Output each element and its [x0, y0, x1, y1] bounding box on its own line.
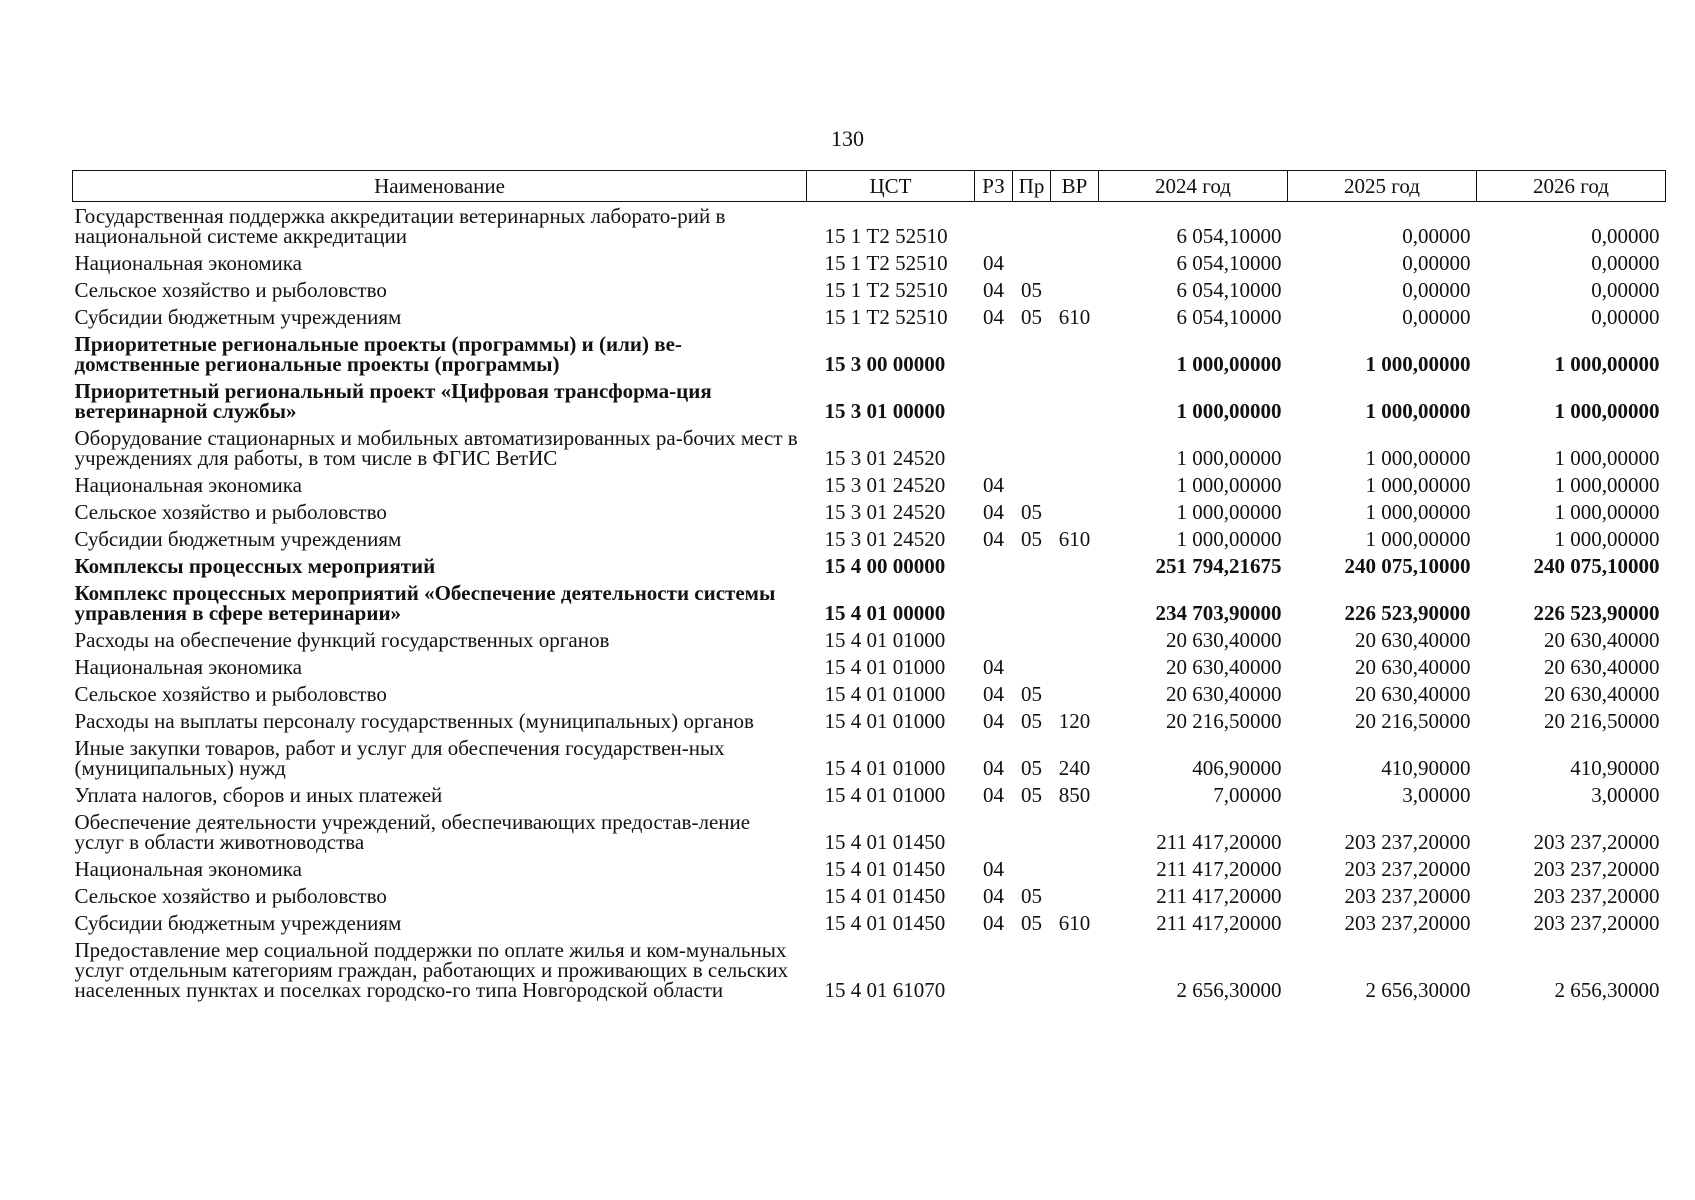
cell-rz: 04 — [983, 500, 1004, 524]
cell-pr: 05 — [1021, 305, 1042, 329]
cell-2025: 203 237,20000 — [1344, 830, 1471, 854]
cell-2026: 20 630,40000 — [1544, 628, 1660, 652]
cell-cst: 15 4 01 01450 — [824, 884, 946, 908]
cell-cst: 15 3 01 24520 — [824, 473, 946, 497]
cell-vr — [1051, 680, 1099, 707]
cell-2024: 406,90000 — [1192, 756, 1282, 780]
cell-cst: 15 4 01 01000 — [824, 628, 946, 652]
cell-2025: 2 656,30000 — [1365, 978, 1471, 1002]
cell-2026: 203 237,20000 — [1533, 911, 1660, 935]
header-vr: ВР — [1051, 171, 1099, 202]
table-row — [73, 707, 1666, 734]
cell-vr — [1051, 377, 1099, 424]
cell-2024: 1 000,00000 — [1176, 399, 1282, 423]
cell-rz — [975, 330, 1013, 377]
cell-vr — [1051, 626, 1099, 653]
cell-2026: 3,00000 — [1591, 783, 1660, 807]
header-name: Наименование — [73, 171, 807, 202]
budget-table — [72, 170, 1666, 1003]
cell-pr — [1013, 808, 1051, 855]
cell-2025: 226 523,90000 — [1344, 601, 1471, 625]
cell-2026: 1 000,00000 — [1554, 352, 1660, 376]
cell-2026: 203 237,20000 — [1533, 830, 1660, 854]
cell-2024: 234 703,90000 — [1155, 601, 1282, 625]
cell-2026: 20 216,50000 — [1544, 709, 1660, 733]
page-number: 130 — [831, 126, 864, 151]
cell-2026: 0,00000 — [1591, 278, 1660, 302]
table-row — [73, 276, 1666, 303]
cell-pr: 05 — [1021, 911, 1042, 935]
cell-cst: 15 4 01 01450 — [824, 857, 946, 881]
cell-cst: 15 4 01 61070 — [824, 978, 946, 1002]
cell-cst: 15 1 Т2 52510 — [824, 278, 948, 302]
cell-cst: 15 3 01 24520 — [824, 446, 946, 470]
table-row — [73, 882, 1666, 909]
cell-name: Национальная экономика — [74, 857, 302, 881]
cell-2024: 20 216,50000 — [1166, 709, 1282, 733]
cell-2025: 203 237,20000 — [1344, 857, 1471, 881]
cell-2026: 0,00000 — [1591, 251, 1660, 275]
cell-2024: 1 000,00000 — [1176, 527, 1282, 551]
cell-2025: 1 000,00000 — [1365, 527, 1471, 551]
cell-name: Субсидии бюджетным учреждениям — [74, 911, 402, 935]
cell-name: Национальная экономика — [74, 251, 302, 275]
table-row — [73, 781, 1666, 808]
cell-2025: 20 630,40000 — [1355, 655, 1471, 679]
cell-cst: 15 4 01 01000 — [824, 709, 946, 733]
cell-name: Национальная экономика — [74, 655, 302, 679]
cell-2025: 0,00000 — [1402, 278, 1471, 302]
cell-vr — [1051, 552, 1099, 579]
cell-vr: 850 — [1058, 783, 1091, 807]
table-row — [73, 552, 1666, 579]
cell-vr: 610 — [1058, 305, 1091, 329]
cell-cst: 15 4 01 01000 — [824, 682, 946, 706]
cell-name: Расходы на выплаты персоналу государственных (муниципальных) органов — [74, 709, 754, 733]
cell-2025: 1 000,00000 — [1365, 446, 1471, 470]
cell-vr — [1051, 936, 1099, 1003]
cell-pr — [1013, 653, 1051, 680]
cell-pr — [1013, 626, 1051, 653]
table-header — [73, 171, 1666, 202]
cell-pr: 05 — [1021, 682, 1042, 706]
cell-vr: 610 — [1058, 911, 1091, 935]
cell-2024: 251 794,21675 — [1155, 554, 1282, 578]
cell-2026: 2 656,30000 — [1554, 978, 1660, 1002]
cell-2026: 1 000,00000 — [1554, 473, 1660, 497]
cell-rz: 04 — [983, 884, 1004, 908]
table-row — [73, 808, 1666, 855]
cell-2024: 6 054,10000 — [1176, 305, 1282, 329]
cell-name: Уплата налогов, сборов и иных платежей — [74, 783, 443, 807]
cell-pr: 05 — [1021, 756, 1042, 780]
cell-name: Комплекс процессных мероприятий «Обеспечение деятельности системы управления в сфере ветеринарии» — [74, 581, 776, 625]
table-row — [73, 909, 1666, 936]
table-row — [73, 653, 1666, 680]
table-row — [73, 303, 1666, 330]
cell-2024: 20 630,40000 — [1166, 655, 1282, 679]
table-row — [73, 855, 1666, 882]
cell-2024: 2 656,30000 — [1176, 978, 1282, 1002]
table-row — [73, 525, 1666, 552]
table-body — [73, 202, 1666, 1004]
cell-rz: 04 — [983, 527, 1004, 551]
cell-vr — [1051, 653, 1099, 680]
cell-cst: 15 1 Т2 52510 — [824, 251, 948, 275]
cell-pr — [1013, 377, 1051, 424]
cell-name: Государственная поддержка аккредитации ветеринарных лаборато-рий в национальной системе аккредитации — [74, 204, 726, 248]
cell-rz — [975, 424, 1013, 471]
cell-2024: 7,00000 — [1213, 783, 1282, 807]
header-pr: Пр — [1013, 171, 1051, 202]
cell-vr: 240 — [1058, 756, 1091, 780]
cell-2024: 211 417,20000 — [1156, 857, 1282, 881]
cell-cst: 15 4 01 01000 — [824, 783, 946, 807]
table-row — [73, 377, 1666, 424]
header-2025: 2025 год — [1288, 171, 1477, 202]
cell-name: Комплексы процессных мероприятий — [74, 554, 436, 578]
cell-pr — [1013, 552, 1051, 579]
table-row — [73, 202, 1666, 250]
cell-rz — [975, 202, 1013, 250]
header-rz: РЗ — [975, 171, 1013, 202]
cell-name: Обеспечение деятельности учреждений, обеспечивающих предостав-ление услуг в области животноводства — [74, 810, 751, 854]
cell-2026: 410,90000 — [1570, 756, 1660, 780]
cell-vr — [1051, 855, 1099, 882]
cell-rz — [975, 936, 1013, 1003]
cell-rz: 04 — [983, 473, 1004, 497]
cell-name: Оборудование стационарных и мобильных автоматизированных ра-бочих мест в учреждениях для работы, в том числе в ФГИС ВетИС — [74, 426, 798, 470]
header-2024: 2024 год — [1099, 171, 1288, 202]
cell-2024: 6 054,10000 — [1176, 278, 1282, 302]
cell-vr — [1051, 330, 1099, 377]
cell-rz: 04 — [983, 278, 1004, 302]
cell-vr — [1051, 579, 1099, 626]
cell-2025: 1 000,00000 — [1365, 399, 1471, 423]
cell-2024: 6 054,10000 — [1176, 224, 1282, 248]
table-row — [73, 680, 1666, 707]
cell-2024: 1 000,00000 — [1176, 446, 1282, 470]
cell-vr — [1051, 249, 1099, 276]
cell-2025: 0,00000 — [1402, 224, 1471, 248]
cell-vr — [1051, 498, 1099, 525]
cell-cst: 15 3 01 24520 — [824, 500, 946, 524]
cell-2024: 6 054,10000 — [1176, 251, 1282, 275]
cell-rz: 04 — [983, 251, 1004, 275]
cell-cst: 15 4 01 01000 — [824, 655, 946, 679]
cell-2024: 1 000,00000 — [1176, 500, 1282, 524]
cell-name: Сельское хозяйство и рыболовство — [74, 682, 387, 706]
cell-2026: 1 000,00000 — [1554, 500, 1660, 524]
cell-2025: 0,00000 — [1402, 305, 1471, 329]
cell-cst: 15 1 Т2 52510 — [824, 224, 948, 248]
cell-2025: 20 630,40000 — [1355, 628, 1471, 652]
table-row — [73, 498, 1666, 525]
cell-rz: 04 — [983, 655, 1004, 679]
cell-2024: 1 000,00000 — [1176, 352, 1282, 376]
cell-pr: 05 — [1021, 709, 1042, 733]
cell-name: Субсидии бюджетным учреждениям — [74, 527, 402, 551]
cell-name: Сельское хозяйство и рыболовство — [74, 884, 387, 908]
table-row — [73, 424, 1666, 471]
table-row — [73, 471, 1666, 498]
cell-2026: 1 000,00000 — [1554, 399, 1660, 423]
cell-name: Сельское хозяйство и рыболовство — [74, 500, 387, 524]
table-row — [73, 330, 1666, 377]
cell-cst: 15 4 01 01450 — [824, 911, 946, 935]
cell-2025: 203 237,20000 — [1344, 884, 1471, 908]
cell-rz — [975, 808, 1013, 855]
cell-cst: 15 1 Т2 52510 — [824, 305, 948, 329]
cell-pr — [1013, 579, 1051, 626]
header-row — [73, 171, 1666, 202]
cell-2024: 211 417,20000 — [1156, 884, 1282, 908]
header-cst: ЦСТ — [807, 171, 975, 202]
cell-cst: 15 4 00 00000 — [824, 554, 946, 578]
cell-2025: 203 237,20000 — [1344, 911, 1471, 935]
table-row — [73, 579, 1666, 626]
cell-pr: 05 — [1021, 884, 1042, 908]
cell-2025: 3,00000 — [1402, 783, 1471, 807]
cell-vr — [1051, 882, 1099, 909]
cell-rz: 04 — [983, 857, 1004, 881]
cell-2026: 203 237,20000 — [1533, 857, 1660, 881]
cell-pr: 05 — [1021, 278, 1042, 302]
cell-pr: 05 — [1021, 783, 1042, 807]
cell-vr — [1051, 276, 1099, 303]
cell-name: Иные закупки товаров, работ и услуг для обеспечения государствен-ных (муниципальных) нужд — [74, 736, 725, 780]
cell-rz: 04 — [983, 911, 1004, 935]
cell-2026: 0,00000 — [1591, 305, 1660, 329]
cell-name: Приоритетный региональный проект «Цифровая трансформа-ция ветеринарной службы» — [74, 379, 712, 423]
cell-vr: 120 — [1058, 709, 1091, 733]
cell-cst: 15 3 01 00000 — [824, 399, 946, 423]
cell-rz: 04 — [983, 709, 1004, 733]
cell-pr — [1013, 471, 1051, 498]
cell-2025: 1 000,00000 — [1365, 500, 1471, 524]
cell-2025: 240 075,10000 — [1344, 554, 1471, 578]
cell-2026: 226 523,90000 — [1533, 601, 1660, 625]
cell-2024: 211 417,20000 — [1156, 911, 1282, 935]
cell-pr — [1013, 249, 1051, 276]
cell-rz — [975, 626, 1013, 653]
cell-2026: 0,00000 — [1591, 224, 1660, 248]
cell-pr — [1013, 855, 1051, 882]
cell-2026: 1 000,00000 — [1554, 527, 1660, 551]
header-2026: 2026 год — [1477, 171, 1666, 202]
cell-2025: 410,90000 — [1381, 756, 1471, 780]
cell-vr — [1051, 808, 1099, 855]
cell-vr: 610 — [1058, 527, 1091, 551]
cell-vr — [1051, 471, 1099, 498]
cell-name: Приоритетные региональные проекты (программы) и (или) ве-домственные региональные проекты (программы) — [74, 332, 682, 376]
cell-pr — [1013, 330, 1051, 377]
cell-cst: 15 4 01 01450 — [824, 830, 946, 854]
cell-2024: 1 000,00000 — [1176, 473, 1282, 497]
cell-2025: 20 216,50000 — [1355, 709, 1471, 733]
cell-2026: 20 630,40000 — [1544, 682, 1660, 706]
cell-rz — [975, 377, 1013, 424]
cell-cst: 15 4 01 00000 — [824, 601, 946, 625]
cell-2025: 0,00000 — [1402, 251, 1471, 275]
cell-name: Предоставление мер социальной поддержки по оплате жилья и ком-мунальных услуг отдельным категориям граждан, работающих и проживающих в сельских населенных пунктах и поселках городско-го типа Новгородской области — [74, 938, 789, 1002]
cell-cst: 15 4 01 01000 — [824, 756, 946, 780]
cell-name: Сельское хозяйство и рыболовство — [74, 278, 387, 302]
cell-2024: 211 417,20000 — [1156, 830, 1282, 854]
cell-vr — [1051, 424, 1099, 471]
table-row — [73, 249, 1666, 276]
table-row — [73, 734, 1666, 781]
cell-2024: 20 630,40000 — [1166, 682, 1282, 706]
cell-2026: 1 000,00000 — [1554, 446, 1660, 470]
cell-2026: 203 237,20000 — [1533, 884, 1660, 908]
table-row — [73, 936, 1666, 1003]
cell-cst: 15 3 00 00000 — [824, 352, 946, 376]
cell-pr — [1013, 424, 1051, 471]
cell-pr — [1013, 202, 1051, 250]
cell-2025: 20 630,40000 — [1355, 682, 1471, 706]
table-row — [73, 626, 1666, 653]
cell-rz: 04 — [983, 756, 1004, 780]
cell-pr: 05 — [1021, 500, 1042, 524]
cell-pr: 05 — [1021, 527, 1042, 551]
cell-2025: 1 000,00000 — [1365, 473, 1471, 497]
cell-name: Национальная экономика — [74, 473, 302, 497]
cell-rz: 04 — [983, 305, 1004, 329]
cell-rz: 04 — [983, 783, 1004, 807]
cell-name: Расходы на обеспечение функций государственных органов — [74, 628, 610, 652]
cell-name: Субсидии бюджетным учреждениям — [74, 305, 402, 329]
cell-2026: 20 630,40000 — [1544, 655, 1660, 679]
cell-rz — [975, 552, 1013, 579]
cell-vr — [1051, 202, 1099, 250]
cell-rz — [975, 579, 1013, 626]
cell-rz: 04 — [983, 682, 1004, 706]
cell-pr — [1013, 936, 1051, 1003]
cell-2025: 1 000,00000 — [1365, 352, 1471, 376]
cell-cst: 15 3 01 24520 — [824, 527, 946, 551]
cell-2024: 20 630,40000 — [1166, 628, 1282, 652]
cell-2026: 240 075,10000 — [1533, 554, 1660, 578]
